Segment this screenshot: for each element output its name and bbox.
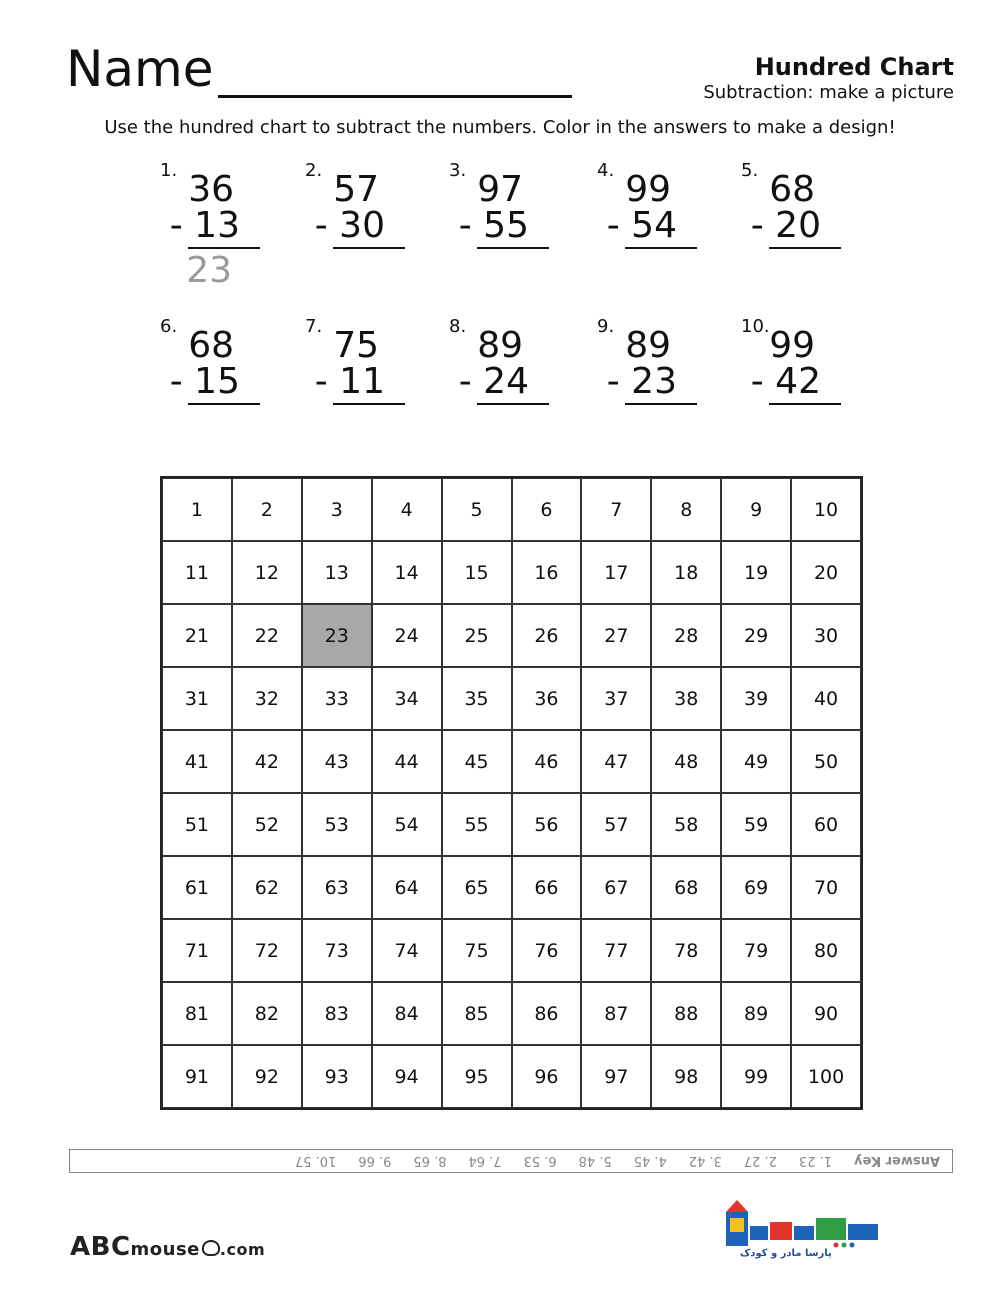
chart-cell[interactable]: 65 xyxy=(442,856,512,919)
chart-cell[interactable]: 59 xyxy=(721,793,791,856)
chart-cell[interactable]: 9 xyxy=(721,478,791,541)
abc-logo-mouse-text: mouse xyxy=(130,1239,200,1260)
problem-5 xyxy=(741,160,851,280)
chart-cell[interactable]: 8 xyxy=(651,478,721,541)
problem-subtrahend: - 11 xyxy=(314,361,385,402)
chart-cell[interactable]: 16 xyxy=(512,541,582,604)
instructions: Use the hundred chart to subtract the numbers. Color in the answers to make a design! xyxy=(104,117,896,138)
chart-cell[interactable]: 7 xyxy=(581,478,651,541)
problem-line xyxy=(333,247,405,249)
chart-cell[interactable]: 84 xyxy=(372,982,442,1045)
chart-cell[interactable]: 63 xyxy=(302,856,372,919)
answer-key-item: 4. 45 xyxy=(633,1153,667,1169)
chart-cell[interactable]: 68 xyxy=(651,856,721,919)
chart-cell[interactable]: 34 xyxy=(372,667,442,730)
answer-key-title: Answer Key xyxy=(854,1153,940,1169)
chart-cell[interactable]: 88 xyxy=(651,982,721,1045)
chart-cell[interactable]: 87 xyxy=(581,982,651,1045)
problem-minuend: 89 xyxy=(625,325,671,366)
chart-cell[interactable]: 11 xyxy=(162,541,232,604)
chart-cell[interactable]: 37 xyxy=(581,667,651,730)
chart-cell[interactable]: 49 xyxy=(721,730,791,793)
chart-cell[interactable]: 51 xyxy=(162,793,232,856)
problem-subtrahend: - 20 xyxy=(750,205,821,246)
answer-key-item: 5. 48 xyxy=(578,1153,612,1169)
chart-cell[interactable]: 96 xyxy=(512,1045,582,1108)
chart-cell[interactable]: 6 xyxy=(512,478,582,541)
answer-key-item: 8. 65 xyxy=(413,1153,447,1169)
chart-cell[interactable]: 95 xyxy=(442,1045,512,1108)
chart-cell[interactable]: 24 xyxy=(372,604,442,667)
problem-line xyxy=(625,403,697,405)
chart-cell[interactable]: 56 xyxy=(512,793,582,856)
chart-cell[interactable]: 93 xyxy=(302,1045,372,1108)
problem-minuend: 89 xyxy=(477,325,523,366)
answer-key-item: 10. 57 xyxy=(294,1153,337,1169)
problem-subtrahend: - 42 xyxy=(750,361,821,402)
chart-cell[interactable]: 22 xyxy=(232,604,302,667)
chart-cell[interactable]: 79 xyxy=(721,919,791,982)
chart-cell[interactable]: 70 xyxy=(791,856,861,919)
problem-1 xyxy=(160,160,270,291)
chart-cell[interactable]: 94 xyxy=(372,1045,442,1108)
chart-cell[interactable]: 48 xyxy=(651,730,721,793)
chart-cell[interactable]: 25 xyxy=(442,604,512,667)
chart-cell[interactable]: 72 xyxy=(232,919,302,982)
problem-number: 8. xyxy=(449,316,467,337)
chart-cell[interactable]: 21 xyxy=(162,604,232,667)
chart-cell[interactable]: 19 xyxy=(721,541,791,604)
chart-cell[interactable]: 60 xyxy=(791,793,861,856)
chart-cell[interactable]: 42 xyxy=(232,730,302,793)
problem-line xyxy=(769,403,841,405)
problem-number: 3. xyxy=(449,160,467,181)
problem-subtrahend: - 55 xyxy=(458,205,529,246)
chart-cell[interactable]: 45 xyxy=(442,730,512,793)
chart-cell[interactable]: 74 xyxy=(372,919,442,982)
partner-logo-icon xyxy=(724,1198,884,1248)
problem-4 xyxy=(597,160,707,280)
answer-key-item: 7. 64 xyxy=(468,1153,502,1169)
chart-cell[interactable]: 82 xyxy=(232,982,302,1045)
chart-cell[interactable]: 39 xyxy=(721,667,791,730)
problem-subtrahend: - 23 xyxy=(606,361,677,402)
problem-subtrahend: - 30 xyxy=(314,205,385,246)
chart-cell[interactable]: 64 xyxy=(372,856,442,919)
chart-cell[interactable]: 58 xyxy=(651,793,721,856)
chart-cell[interactable]: 20 xyxy=(791,541,861,604)
problem-9 xyxy=(597,316,707,436)
problem-line xyxy=(477,403,549,405)
chart-cell[interactable]: 2 xyxy=(232,478,302,541)
chart-cell[interactable]: 4 xyxy=(372,478,442,541)
chart-cell[interactable]: 36 xyxy=(512,667,582,730)
problem-7 xyxy=(305,316,415,436)
chart-cell[interactable]: 5 xyxy=(442,478,512,541)
chart-cell[interactable]: 31 xyxy=(162,667,232,730)
answer-key xyxy=(69,1149,953,1173)
chart-cell[interactable]: 17 xyxy=(581,541,651,604)
name-line[interactable] xyxy=(218,95,572,98)
abc-logo-text: ABC xyxy=(70,1232,131,1262)
problem-line xyxy=(477,247,549,249)
problem-line xyxy=(333,403,405,405)
chart-cell[interactable]: 76 xyxy=(512,919,582,982)
problem-number: 10. xyxy=(741,316,770,337)
problem-line xyxy=(769,247,841,249)
name-label: Name xyxy=(66,40,214,98)
chart-cell[interactable]: 41 xyxy=(162,730,232,793)
problem-number: 5. xyxy=(741,160,759,181)
chart-cell[interactable]: 13 xyxy=(302,541,372,604)
chart-cell[interactable]: 26 xyxy=(512,604,582,667)
chart-cell[interactable]: 57 xyxy=(581,793,651,856)
problem-10 xyxy=(741,316,851,436)
chart-cell[interactable]: 81 xyxy=(162,982,232,1045)
chart-cell[interactable]: 1 xyxy=(162,478,232,541)
chart-cell[interactable]: 38 xyxy=(651,667,721,730)
chart-cell[interactable]: 67 xyxy=(581,856,651,919)
chart-cell[interactable]: 62 xyxy=(232,856,302,919)
chart-cell[interactable]: 89 xyxy=(721,982,791,1045)
chart-cell[interactable]: 46 xyxy=(512,730,582,793)
problem-minuend: 99 xyxy=(769,325,815,366)
chart-cell[interactable]: 50 xyxy=(791,730,861,793)
chart-cell[interactable]: 47 xyxy=(581,730,651,793)
page-title: Hundred Chart xyxy=(754,53,954,81)
chart-cell[interactable]: 29 xyxy=(721,604,791,667)
chart-cell[interactable]: 23 xyxy=(302,604,372,667)
mouse-icon xyxy=(202,1240,220,1256)
chart-cell[interactable]: 86 xyxy=(512,982,582,1045)
problem-number: 7. xyxy=(305,316,323,337)
problem-subtrahend: - 13 xyxy=(169,205,240,246)
chart-cell[interactable]: 78 xyxy=(651,919,721,982)
problem-subtrahend: - 54 xyxy=(606,205,677,246)
problem-number: 9. xyxy=(597,316,615,337)
answer-key-item: 2. 27 xyxy=(743,1153,777,1169)
chart-cell[interactable]: 90 xyxy=(791,982,861,1045)
chart-cell[interactable]: 80 xyxy=(791,919,861,982)
chart-cell[interactable]: 30 xyxy=(791,604,861,667)
chart-cell[interactable]: 40 xyxy=(791,667,861,730)
answer-key-item: 1. 23 xyxy=(798,1153,833,1169)
chart-cell[interactable]: 66 xyxy=(512,856,582,919)
chart-cell[interactable]: 92 xyxy=(232,1045,302,1108)
problem-number: 2. xyxy=(305,160,323,181)
chart-cell[interactable]: 18 xyxy=(651,541,721,604)
chart-cell[interactable]: 91 xyxy=(162,1045,232,1108)
chart-cell[interactable]: 85 xyxy=(442,982,512,1045)
problem-minuend: 75 xyxy=(333,325,379,366)
chart-cell[interactable]: 35 xyxy=(442,667,512,730)
partner-logo-text: پارسا مادر و کودک xyxy=(740,1248,832,1259)
title-block xyxy=(703,53,954,105)
chart-cell[interactable]: 52 xyxy=(232,793,302,856)
problem-line xyxy=(188,247,260,249)
problem-number: 1. xyxy=(160,160,178,181)
chart-cell[interactable]: 3 xyxy=(302,478,372,541)
chart-cell[interactable]: 12 xyxy=(232,541,302,604)
problem-2 xyxy=(305,160,415,280)
problem-line xyxy=(625,247,697,249)
abc-logo-dotcom: .com xyxy=(219,1240,266,1259)
problem-subtrahend: - 24 xyxy=(458,361,529,402)
chart-cell[interactable]: 61 xyxy=(162,856,232,919)
chart-cell[interactable]: 97 xyxy=(581,1045,651,1108)
chart-cell[interactable]: 14 xyxy=(372,541,442,604)
chart-cell[interactable]: 83 xyxy=(302,982,372,1045)
problem-minuend: 97 xyxy=(477,169,523,210)
chart-cell[interactable]: 53 xyxy=(302,793,372,856)
chart-cell[interactable]: 15 xyxy=(442,541,512,604)
chart-cell[interactable]: 98 xyxy=(651,1045,721,1108)
problem-minuend: 68 xyxy=(769,169,815,210)
chart-cell[interactable]: 99 xyxy=(721,1045,791,1108)
chart-cell[interactable]: 10 xyxy=(791,478,861,541)
problem-line xyxy=(188,403,260,405)
chart-cell[interactable]: 28 xyxy=(651,604,721,667)
problem-3 xyxy=(449,160,559,280)
chart-cell[interactable]: 44 xyxy=(372,730,442,793)
problem-minuend: 36 xyxy=(188,169,234,210)
answer-key-item: 3. 42 xyxy=(688,1153,722,1169)
abcmouse-logo xyxy=(70,1232,265,1262)
page-subtitle: Subtraction: make a picture xyxy=(703,82,954,103)
answer-key-item: 9. 66 xyxy=(358,1153,392,1169)
partner-logo xyxy=(724,1198,884,1273)
problem-minuend: 57 xyxy=(333,169,379,210)
problem-number: 6. xyxy=(160,316,178,337)
answer-key-item: 6. 53 xyxy=(523,1153,557,1169)
chart-cell[interactable]: 69 xyxy=(721,856,791,919)
chart-cell[interactable]: 71 xyxy=(162,919,232,982)
chart-cell[interactable]: 54 xyxy=(372,793,442,856)
problem-8 xyxy=(449,316,559,436)
chart-cell[interactable]: 100 xyxy=(791,1045,861,1108)
problem-minuend: 99 xyxy=(625,169,671,210)
chart-cell[interactable]: 73 xyxy=(302,919,372,982)
problem-minuend: 68 xyxy=(188,325,234,366)
chart-cell[interactable]: 77 xyxy=(581,919,651,982)
chart-cell[interactable]: 43 xyxy=(302,730,372,793)
problem-number: 4. xyxy=(597,160,615,181)
chart-cell[interactable]: 32 xyxy=(232,667,302,730)
chart-cell[interactable]: 27 xyxy=(581,604,651,667)
hundred-chart xyxy=(160,476,863,1110)
problem-answer[interactable]: 23 xyxy=(186,250,232,291)
chart-cell[interactable]: 75 xyxy=(442,919,512,982)
chart-cell[interactable]: 55 xyxy=(442,793,512,856)
problem-subtrahend: - 15 xyxy=(169,361,240,402)
chart-cell[interactable]: 33 xyxy=(302,667,372,730)
problem-6 xyxy=(160,316,270,436)
